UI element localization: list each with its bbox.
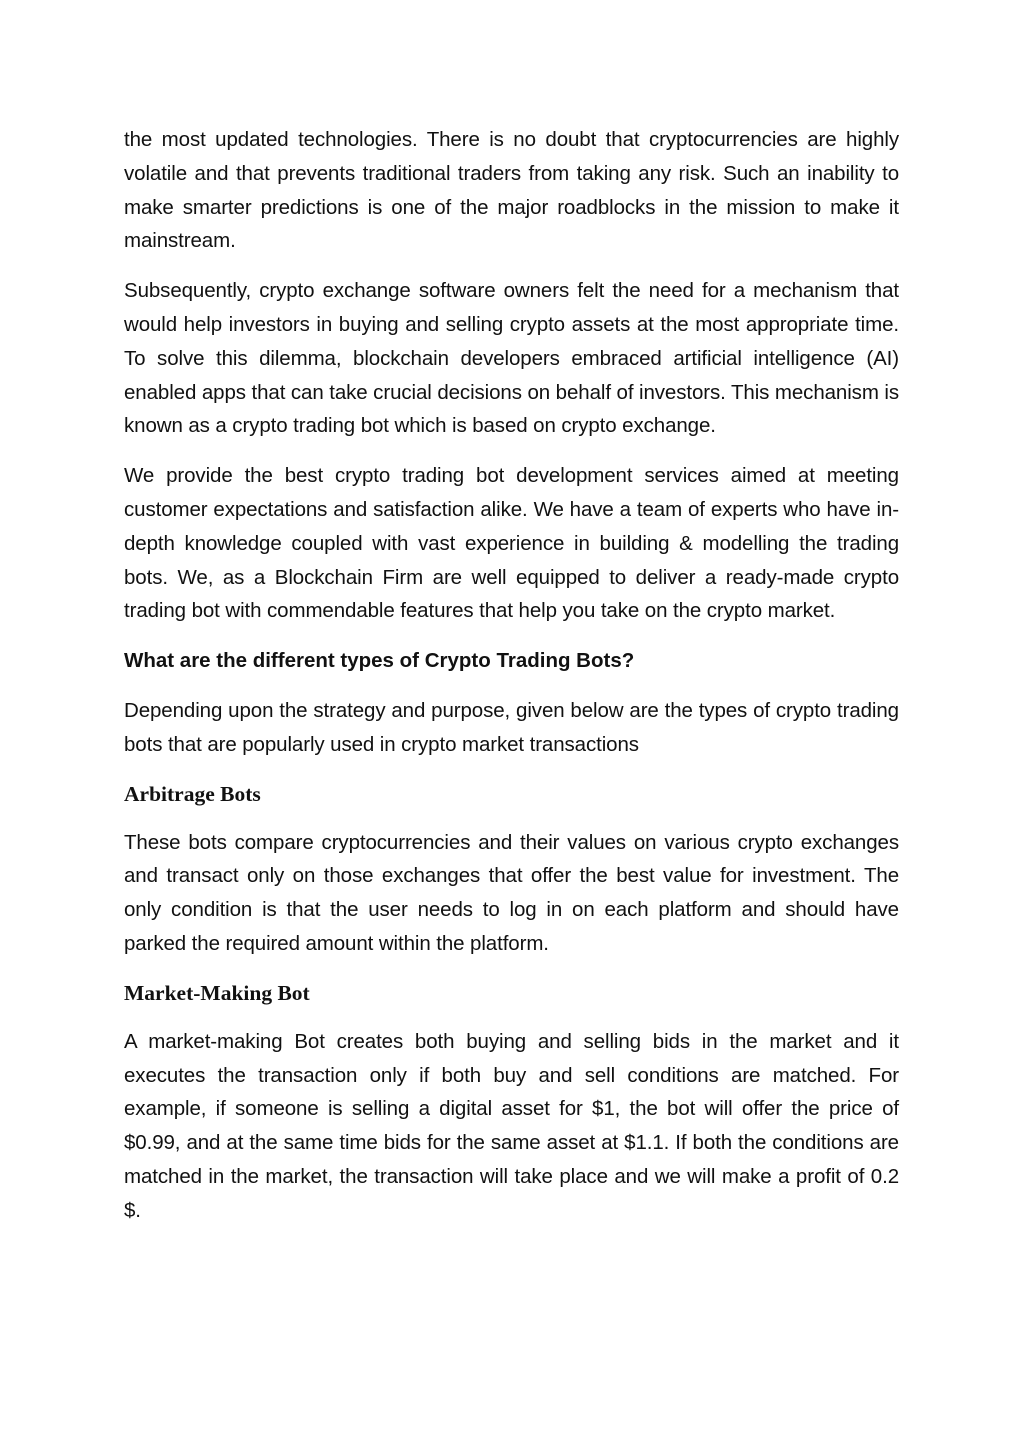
intro-paragraph: the most updated technologies. There is no doubt that cryptocurrencies are highly volatile and that prevents traditional traders from taking any risk. Such an inability to make smarter predictions is one of the major roadblocks in the mission to make it mainstream. <box>124 128 899 253</box>
arbitrage-bots-paragraph: These bots compare cryptocurrencies and their values on various crypto exchanges and transact only on those exchanges that offer the best value for investment. The only condition is that the user needs to log in on each platform and should have parked the required amount within the platform. <box>124 830 899 955</box>
market-making-bot-heading: Market-Making Bot <box>124 980 310 1005</box>
document-page <box>124 120 899 1244</box>
services-paragraph: We provide the best crypto trading bot development services aimed at meeting customer expectations and satisfaction alike. We have a team of experts who have in-depth knowledge coupled with vast experience in building & modelling the trading bots. We, as a Blockchain Firm are well equipped to deliver a ready-made crypto trading bot with commendable features that help you take on the crypto market. <box>124 464 899 623</box>
types-question-heading: What are the different types of Crypto Trading Bots? <box>124 649 635 673</box>
market-making-bot-paragraph: A market-making Bot creates both buying and selling bids in the market and it executes the transaction only if both buy and sell conditions are matched. For example, if someone is selling a digital asset for $1, the bot will offer the price of $0.99, and at the same time bids for the same asset at $1.1. If both the conditions are matched in the market, the transaction will take place and we will make a profit of 0.2 $. <box>124 1029 899 1222</box>
arbitrage-bots-heading: Arbitrage Bots <box>124 781 261 806</box>
types-intro-paragraph: Depending upon the strategy and purpose, given below are the types of crypto trading bots that are popularly used in crypto market transactions <box>124 698 899 756</box>
mechanism-paragraph: Subsequently, crypto exchange software owners felt the need for a mechanism that would help investors in buying and selling crypto assets at the most appropriate time. To solve this dilemma, blockchain developers embraced artificial intelligence (AI) enabled apps that can take crucial decisions on behalf of investors. This mechanism is known as a crypto trading bot which is based on crypto exchange. <box>124 279 900 438</box>
